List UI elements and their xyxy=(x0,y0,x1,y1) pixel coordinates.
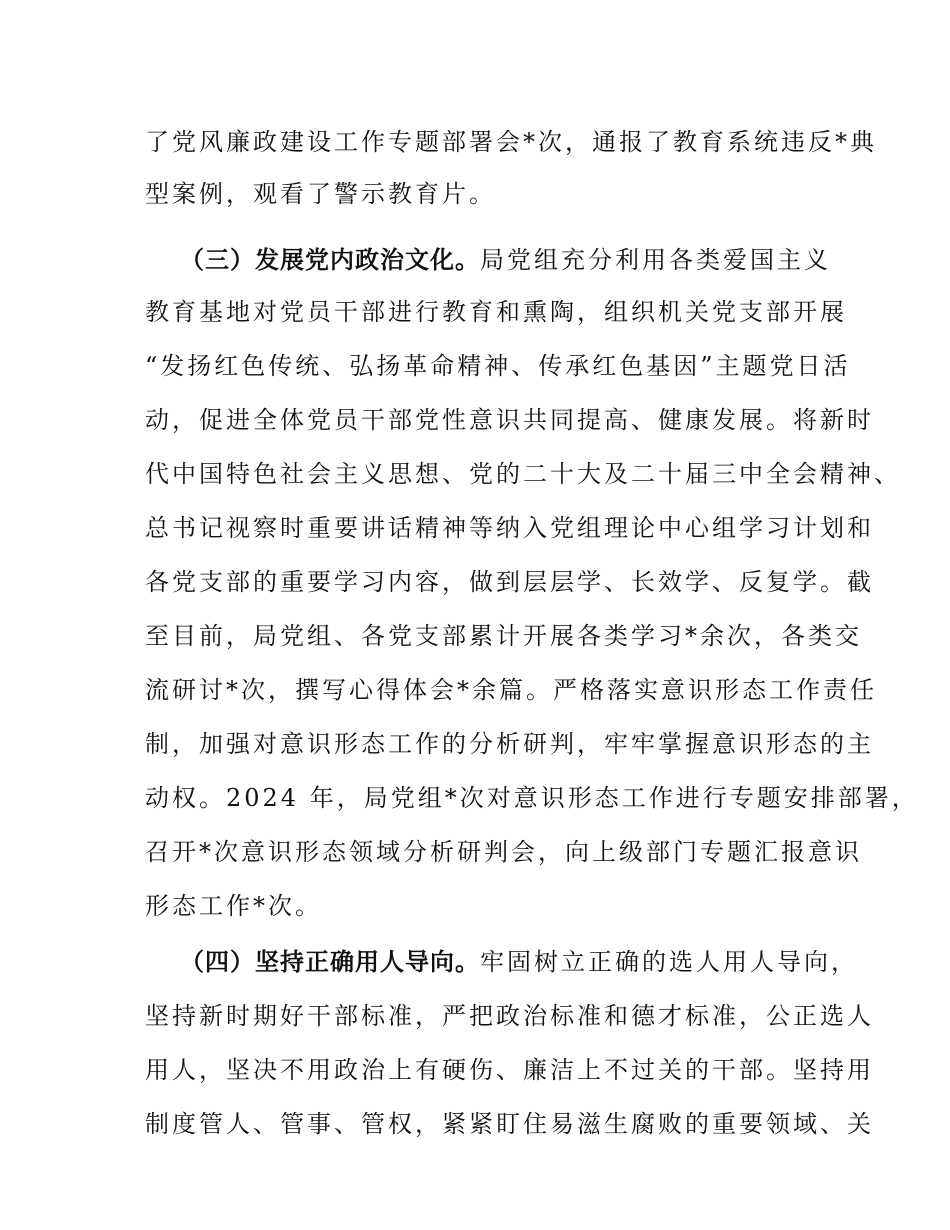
section-4-heading: （四）坚持正确用人导向。 xyxy=(180,948,480,976)
section-3-line-9: 流研讨*次，撰写心得体会*余篇。严格落实意识形态工作责任 xyxy=(145,676,877,704)
section-4-first-line xyxy=(180,946,858,978)
section-3-line-5: 代中国特色社会主义思想、党的二十大及二十届三中全会精神、 xyxy=(145,460,901,488)
section-4-line-2: 坚持新时期好干部标准，严把政治标准和德才标准，公正选人 xyxy=(145,1002,874,1030)
section-3-line-11: 动权。2024 年，局党组*次对意识形态工作进行专题安排部署， xyxy=(145,784,919,812)
section-3-line-6: 总书记视察时重要讲话精神等纳入党组理论中心组学习计划和 xyxy=(145,514,874,542)
section-3-line-4: 动，促进全体党员干部党性意识共同提高、健康发展。将新时 xyxy=(145,406,874,434)
section-4-line-1: 牢固树立正确的选人用人导向， xyxy=(480,948,858,976)
section-3-line-13: 形态工作*次。 xyxy=(145,892,322,920)
section-3-line-1: 局党组充分利用各类爱国主义 xyxy=(480,246,831,274)
section-4-line-3: 用人，坚决不用政治上有硬伤、廉洁上不过关的干部。坚持用 xyxy=(145,1056,874,1084)
intro-line-2: 型案例，观看了警示教育片。 xyxy=(145,180,496,208)
section-4-line-4: 制度管人、管事、管权，紧紧盯住易滋生腐败的重要领域、关 xyxy=(145,1110,874,1138)
section-3-line-12: 召开*次意识形态领域分析研判会，向上级部门专题汇报意识 xyxy=(145,838,862,866)
intro-line-1: 了党风廉政建设工作专题部署会*次，通报了教育系统违反*典 xyxy=(145,128,877,156)
section-3-first-line xyxy=(180,244,831,276)
section-3-line-3: “发扬红色传统、弘扬革命精神、传承红色基因”主题党日活 xyxy=(145,352,851,380)
section-3-line-8: 至目前，局党组、各党支部累计开展各类学习*余次，各类交 xyxy=(145,622,862,650)
section-3-line-2: 教育基地对党员干部进行教育和熏陶，组织机关党支部开展 xyxy=(145,298,847,326)
section-3-line-7: 各党支部的重要学习内容，做到层层学、长效学、反复学。截 xyxy=(145,568,874,596)
section-3-heading: （三）发展党内政治文化。 xyxy=(180,246,480,274)
section-3-line-10: 制，加强对意识形态工作的分析研判，牢牢掌握意识形态的主 xyxy=(145,730,874,758)
